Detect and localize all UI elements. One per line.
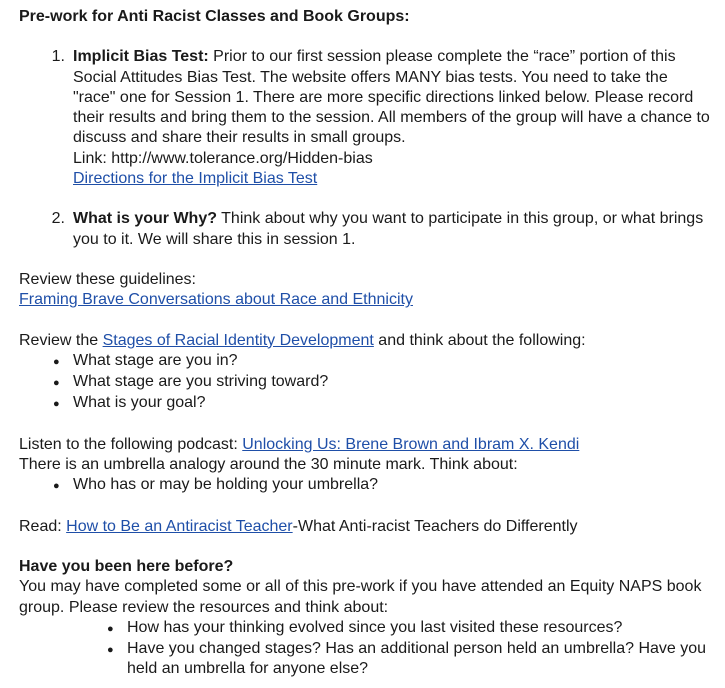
stages-section bbox=[19, 331, 719, 415]
item-heading: Implicit Bias Test: bbox=[73, 48, 209, 66]
item-body bbox=[65, 47, 713, 189]
bullet-icon: ● bbox=[53, 480, 60, 493]
bullet-icon: ● bbox=[107, 644, 114, 657]
bullet-text: Who has or may be holding your umbrella? bbox=[73, 476, 379, 494]
before-bullets bbox=[19, 618, 719, 680]
bullet-item bbox=[19, 372, 719, 393]
bullet-item bbox=[19, 475, 719, 496]
podcast-bullets bbox=[19, 475, 719, 496]
directions-link[interactable]: Directions for the Implicit Bias Test bbox=[73, 170, 318, 188]
stages-suffix: and think about the following: bbox=[373, 331, 586, 349]
bullet-item bbox=[19, 393, 719, 414]
item-body bbox=[65, 209, 713, 250]
stages-bullets bbox=[19, 351, 719, 415]
bullet-item bbox=[19, 639, 719, 680]
bullet-text: What is your goal? bbox=[73, 394, 206, 412]
link-line: Link: http://www.tolerance.org/Hidden-bias bbox=[73, 149, 373, 167]
guidelines-section bbox=[19, 270, 719, 311]
bullet-text: Have you changed stages? Has an additional person held an umbrella? Have you held an umbrella for anyone else? bbox=[127, 640, 707, 678]
read-suffix: -What Anti-racist Teachers do Differently bbox=[292, 517, 578, 535]
antiracist-teacher-link[interactable]: How to Be an Antiracist Teacher bbox=[66, 517, 293, 535]
framing-brave-conversations-link[interactable]: Framing Brave Conversations about Race and Ethnicity bbox=[19, 291, 413, 309]
read-prefix: Read: bbox=[19, 517, 67, 535]
podcast-link[interactable]: Unlocking Us: Brene Brown and Ibram X. Kendi bbox=[242, 435, 580, 453]
numbered-list bbox=[19, 47, 719, 250]
section-heading: Have you been here before? bbox=[19, 557, 234, 575]
bullet-item bbox=[19, 618, 719, 639]
podcast-line2: There is an umbrella analogy around the 30 minute mark. Think about: bbox=[19, 456, 518, 474]
bullet-icon: ● bbox=[107, 622, 114, 635]
podcast-prefix: Listen to the following podcast: bbox=[19, 435, 243, 453]
bullet-text: What stage are you in? bbox=[73, 351, 238, 369]
bullet-icon: ● bbox=[53, 377, 60, 390]
list-item-why bbox=[19, 209, 719, 250]
stages-link[interactable]: Stages of Racial Identity Development bbox=[102, 331, 374, 349]
item-number: 2. bbox=[51, 210, 65, 228]
read-section bbox=[19, 517, 719, 537]
document bbox=[19, 7, 719, 680]
bullet-text: How has your thinking evolved since you last visited these resources? bbox=[127, 618, 623, 636]
bullet-icon: ● bbox=[53, 398, 60, 411]
section-text: You may have completed some or all of this pre-work if you have attended an Equity NAPS book group. Please review the resources and think about: bbox=[19, 578, 702, 616]
item-heading: What is your Why? bbox=[73, 210, 217, 228]
item-number: 1. bbox=[51, 48, 65, 66]
bullet-icon: ● bbox=[53, 355, 60, 368]
been-here-before-section bbox=[19, 557, 719, 680]
item-text: Think about why you want to participate in this group, or what brings you to it. We will share this in session 1. bbox=[73, 210, 704, 248]
bullet-item bbox=[19, 351, 719, 372]
document-title: Pre-work for Anti Racist Classes and Book Groups: bbox=[19, 8, 410, 25]
item-text: Prior to our first session please complete the “race” portion of this Social Attitudes Bias Test. The website offers MANY bias tests. You need to take the "race" one for Session 1. There are more specific directions linked below. Please record their results and bring them to the session. All members of the group will have a chance to discuss and share their results in small groups. bbox=[73, 48, 710, 147]
list-item-implicit-bias bbox=[19, 47, 719, 189]
podcast-section bbox=[19, 435, 719, 497]
guidelines-label: Review these guidelines: bbox=[19, 270, 196, 288]
bullet-text: What stage are you striving toward? bbox=[73, 373, 329, 391]
stages-prefix: Review the bbox=[19, 331, 103, 349]
